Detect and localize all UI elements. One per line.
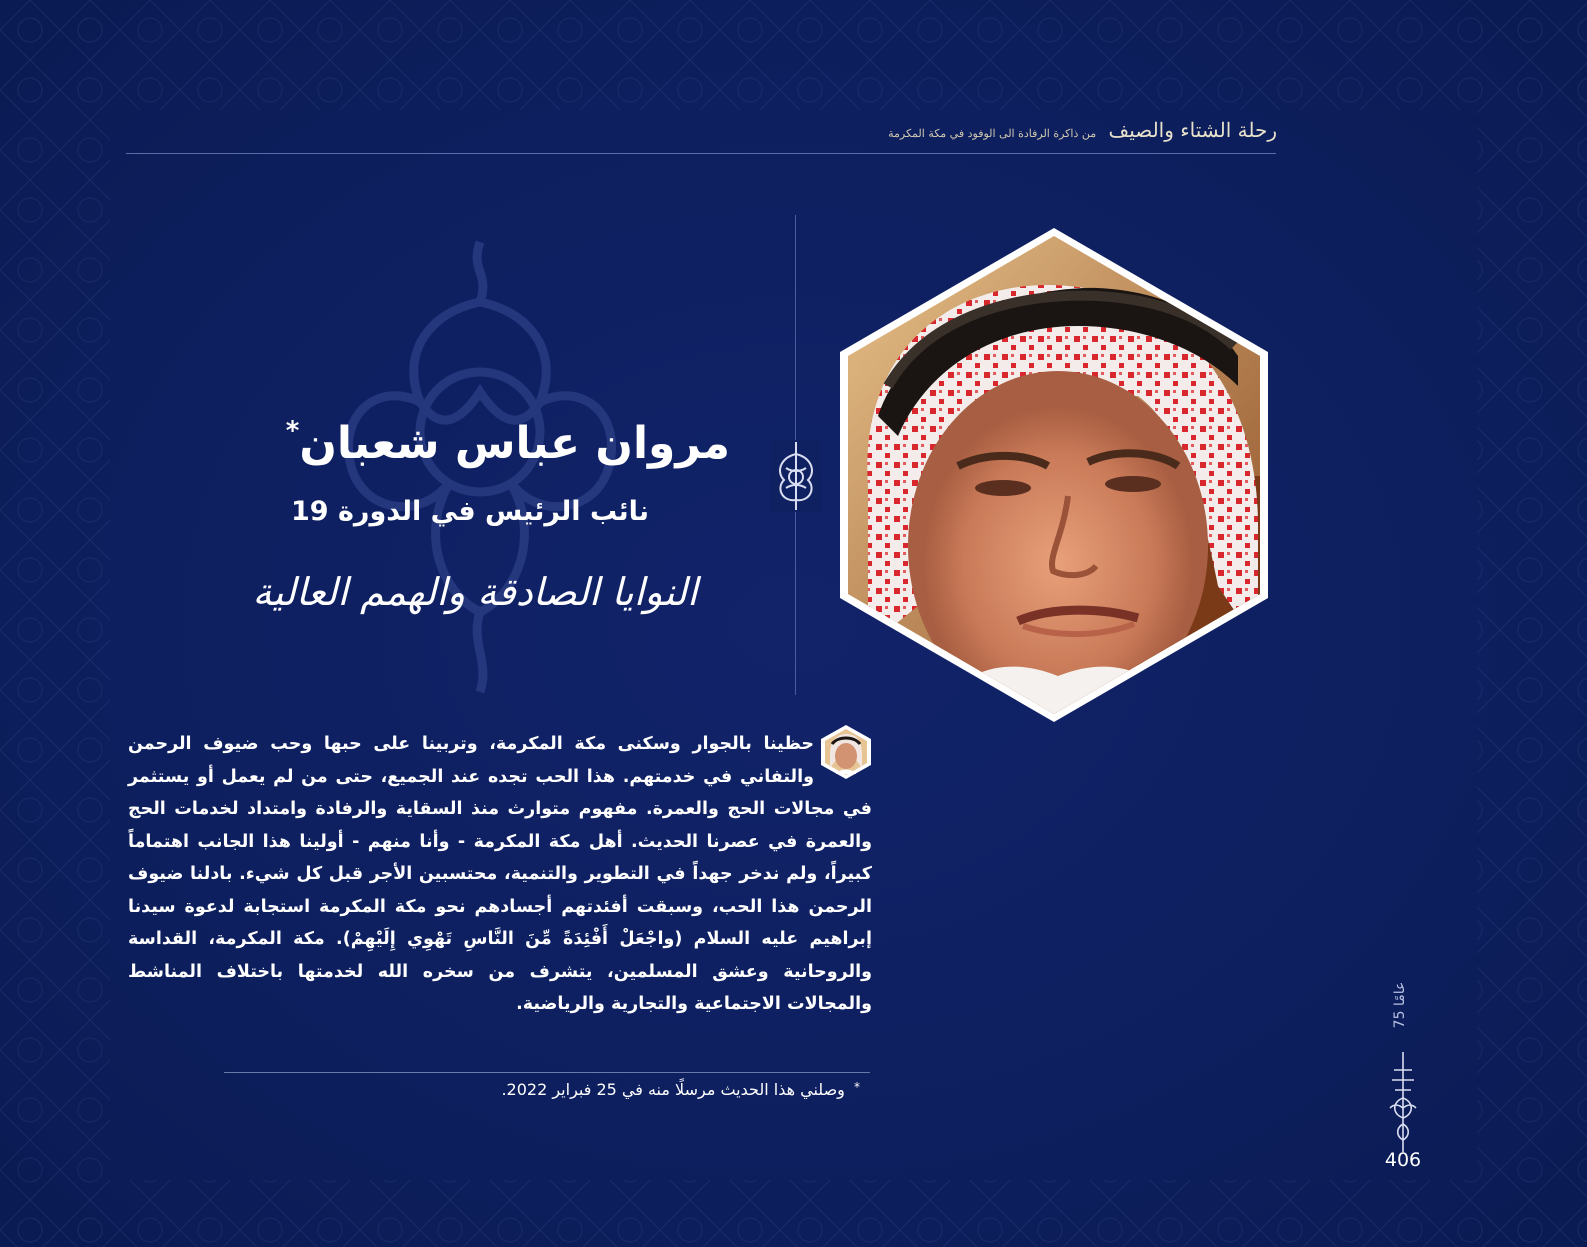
folio-ornament-icon: [1386, 1052, 1420, 1152]
side-folio-text: 75 عامًا: [1392, 981, 1408, 1029]
header-title-main: رحلة الشتاء والصيف: [1108, 118, 1277, 142]
footnote-divider: [224, 1072, 870, 1073]
footnote-marker: *: [854, 1080, 860, 1094]
divider-ornament-icon: [770, 440, 822, 512]
author-avatar: [820, 724, 872, 780]
calligraphy-tagline: النوايا الصادقة والهمم العالية: [252, 570, 698, 614]
header-divider: [126, 153, 1276, 154]
side-folio-label: [1380, 970, 1420, 1040]
body-paragraph-text: حظينا بالجوار وسكنى مكة المكرمة، وتربينا على حبها وحب ضيوف الرحمن والتفاني في خدمتهم. هذا الحب تجده عند الجميع، حتى من لم يعمل أو يستثمر في مجالات الحج والعمرة. مفهوم متوارث منذ السقاية والرفادة وامتداد لخدمات الحج والعمرة في عصرنا الحديث. أهل مكة المكرمة - وأنا منهم - أولينا هذا الجانب اهتماماً كبيراً، ولم ندخر جهداً في التطوير والتنمية، محتسبين الأجر قبل كل شيء. بادلنا ضيوف الرحمن هذا الحب، وسبقت أفئدتهم أجسادهم نحو مكة المكرمة استجابة لدعوة سيدنا إبراهيم عليه السلام (واجْعَلْ أَفْئِدَةً مِّنَ النَّاسِ تَهْوِي إِلَيْهِمْ). مكة المكرمة، القداسة والروحانية وعشق المسلمين، يتشرف من سخره الله لخدمتها باختلاف المناشط والمجالات الاجتماعية والتجارية والرياضية.: [128, 734, 872, 1014]
person-name-text: مروان عباس شعبان: [299, 418, 730, 469]
footnote-text: وصلني هذا الحديث مرسلًا منه في 25 فبراير 2022.: [501, 1080, 845, 1099]
header-subtitle: من ذاكرة الرفادة الى الوفود في مكة المكرمة: [888, 127, 1097, 140]
body-paragraph: [128, 728, 872, 1021]
footnote: [300, 1080, 860, 1099]
name-footnote-marker: *: [285, 416, 300, 446]
page-number: 406: [1384, 1149, 1422, 1171]
portrait-photo: [838, 226, 1270, 724]
header-title: [888, 118, 1277, 142]
person-role: نائب الرئيس في الدورة 19: [291, 496, 649, 527]
person-name: [240, 418, 730, 469]
